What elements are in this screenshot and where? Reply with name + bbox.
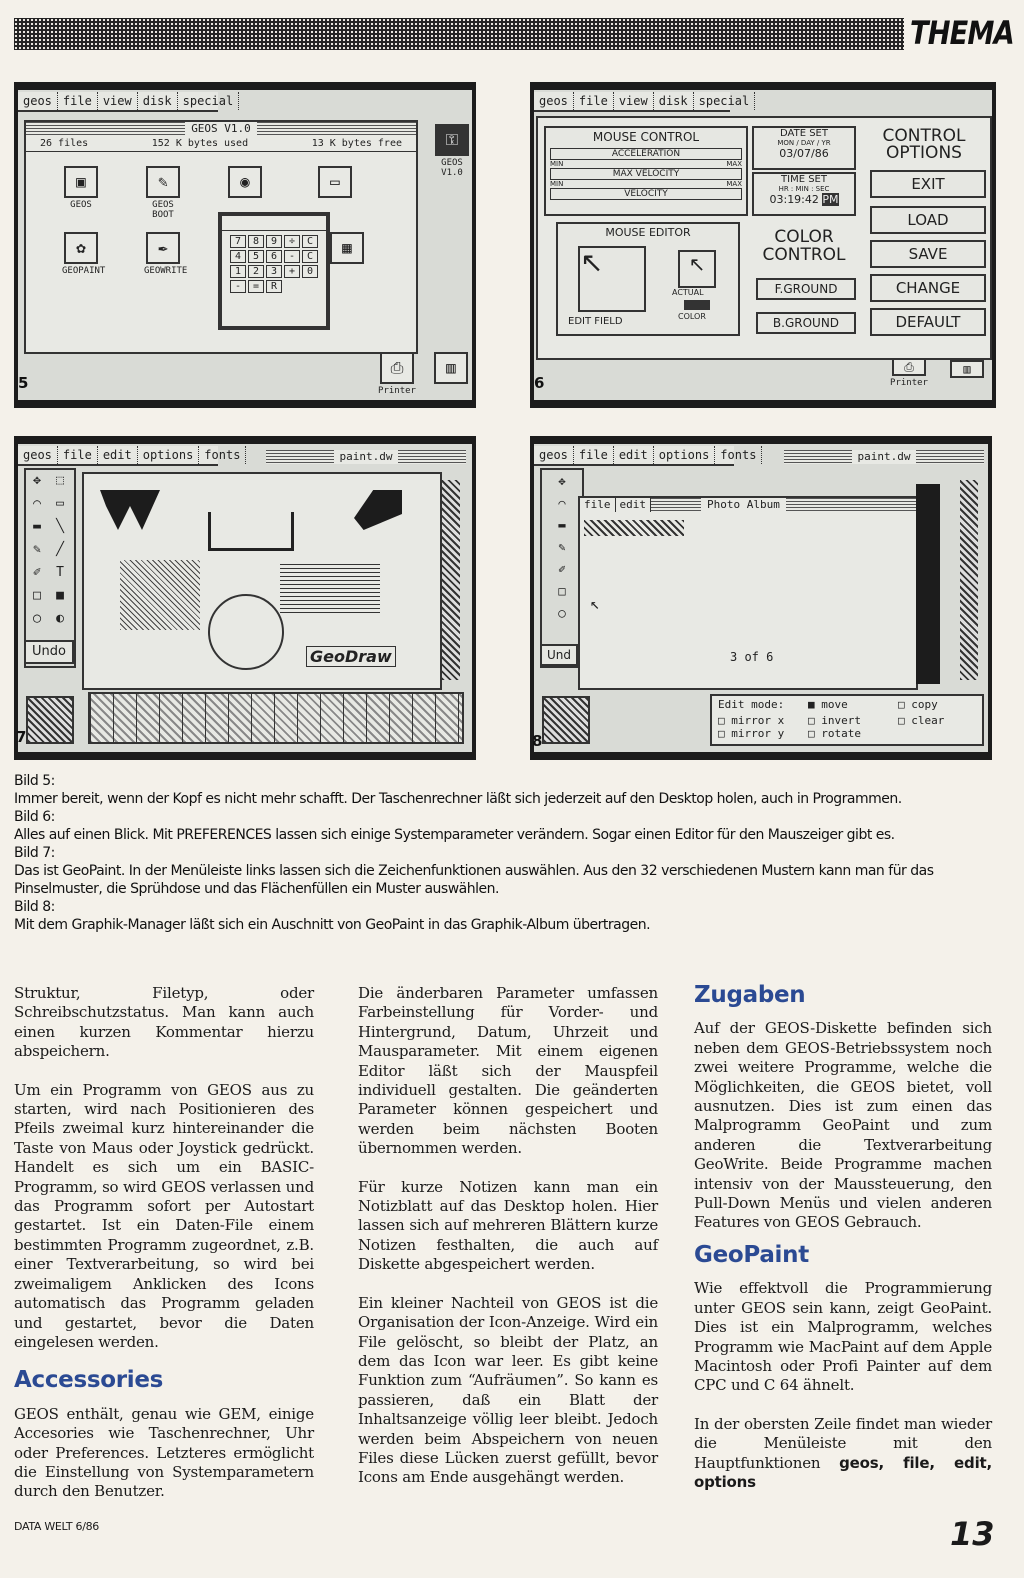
ellipse-tool-icon[interactable]: ◯	[558, 606, 566, 620]
date-set-panel: DATE SET MON / DAY / YR 03/07/86	[752, 126, 856, 170]
menu-bar	[534, 92, 750, 112]
move-tool-icon[interactable]: ✥	[33, 473, 41, 488]
trash-can-icon: ▥	[950, 360, 984, 378]
time-field[interactable]: 03:19:42	[769, 193, 819, 206]
circle-shape	[208, 594, 284, 670]
figure-captions	[14, 772, 1014, 934]
move-tool-icon[interactable]: ✥	[558, 474, 566, 488]
geopaint-screen	[18, 444, 472, 752]
menu-special[interactable]: special	[694, 92, 756, 110]
figure-8	[530, 436, 992, 760]
acceleration-slider[interactable]: ACCELERATION	[550, 148, 742, 160]
time-set-panel: TIME SET HR : MIN : SEC 03:19:42 PM	[752, 172, 856, 216]
calc-key[interactable]: 4	[230, 250, 246, 263]
menu-functions: geos, file, edit, options	[694, 1453, 992, 1491]
edit-field-grid[interactable]: ↖	[578, 246, 646, 312]
files-count: 26 files	[40, 138, 89, 149]
menu-file[interactable]: file	[58, 446, 98, 464]
bytes-free: 13 K bytes free	[311, 138, 402, 149]
section-label: THEMA	[910, 14, 1014, 52]
save-button[interactable]: SAVE	[870, 240, 986, 268]
monitor-file-icon[interactable]	[316, 166, 354, 200]
menu-edit[interactable]: edit	[98, 446, 138, 464]
background-block	[916, 484, 940, 684]
figure-5	[14, 82, 476, 408]
grid-file-icon[interactable]	[328, 232, 366, 266]
bytes-used: 152 K bytes used	[151, 138, 249, 149]
rect-select-icon[interactable]: ▭	[56, 496, 64, 511]
menu-options[interactable]: options	[654, 446, 716, 464]
undo-button[interactable]: Und	[540, 644, 578, 666]
scrollbar[interactable]	[442, 480, 460, 680]
calc-key[interactable]: 3	[266, 265, 282, 278]
brush-tool-icon[interactable]: ╱	[56, 542, 64, 557]
paragraph: Die änderbaren Parameter umfassen Farbeinstellung für Vorder- und Hintergrund, Datum, Uhrzeit und Mausparameter. Mit einem eigenen Editor läßt sich der Mauspfeil individuell gestalten. Die geänderten Parameter können gespeichert und werden beim nächsten Booten übernommen werden.	[358, 984, 658, 1158]
quill-icon: ✒	[146, 232, 180, 264]
load-button[interactable]: LOAD	[870, 206, 986, 234]
geos-desktop-screen	[18, 90, 472, 400]
rectangle-tool-icon[interactable]: □	[33, 588, 41, 603]
caption-label: Bild 6:	[14, 809, 55, 825]
undo-button[interactable]: Undo	[24, 640, 74, 664]
article-column-2	[358, 984, 658, 1507]
date-field[interactable]: 03/07/86	[779, 147, 829, 160]
printer-glyph-icon: ⎙	[380, 352, 414, 384]
preferences-window	[536, 116, 992, 360]
cursor-arrow-icon: ↖	[590, 594, 600, 613]
spray-tool-icon[interactable]: ✐	[558, 562, 566, 576]
calculator-window[interactable]	[218, 212, 330, 330]
printer-icon[interactable]: ⎙ Printer	[374, 352, 420, 396]
article-column-3	[694, 978, 992, 1511]
calc-key[interactable]: C	[302, 250, 318, 263]
calc-key[interactable]: 6	[266, 250, 282, 263]
velocity-slider[interactable]: VELOCITY	[550, 188, 742, 200]
calc-key[interactable]: C	[302, 235, 318, 248]
paragraph: Wie effektvoll die Programmierung unter GEOS sein kann, zeigt GeoPaint. Dies ist ein Malprogramm, welches Programm wie MacPaint auf dem Apple Macintosh oder Profi Painter auf dem CPC und C 64 ähnelt.	[694, 1279, 992, 1395]
caption-text: Alles auf einen Blick. Mit PREFERENCES lassen sich einige Systemparameter verändern. Sogar einen Editor für den Mauszeiger gibt es.	[14, 827, 895, 843]
filled-rect-tool-icon[interactable]: ■	[56, 588, 64, 603]
default-button[interactable]: DEFAULT	[870, 308, 986, 336]
window-titlebar[interactable]: GEOS V1.0	[26, 122, 416, 136]
geos-file-icon[interactable]: ▣ GEOS	[62, 166, 100, 210]
figure-7	[14, 436, 476, 760]
figure-number: 8	[532, 732, 543, 750]
pencil-tool-icon[interactable]: ✎	[33, 542, 41, 557]
album-menu-edit[interactable]: edit	[616, 498, 652, 512]
rectangle-tool-icon[interactable]: □	[558, 584, 566, 598]
paragraph: Ein kleiner Nachteil von GEOS ist die Organisation der Icon-Anzeige. Wird ein File gelöscht, so bleibt der Platz, an dem das Icon war leer. Es gibt keine Funktion zum “Aufräumen”. So kann es passieren, daß ein Blatt der Inhaltsanzeige völlig leer bleibt. Jedoch werden beim Abspeichern von neuen Files diese Lücken zuerst gefüllt, bevor Icons am Ende ausgehängt werden.	[358, 1293, 658, 1487]
caption-label: Bild 7:	[14, 845, 55, 861]
exit-button[interactable]: EXIT	[870, 170, 986, 198]
trash-icon[interactable]	[948, 360, 986, 380]
mirror-y-option[interactable]: □ mirror y	[718, 727, 785, 740]
menu-geos[interactable]: geos	[534, 446, 574, 464]
menu-view[interactable]: view	[614, 92, 654, 110]
drawing-canvas[interactable]	[82, 472, 442, 690]
paragraph: Für kurze Notizen kann man ein Notizblatt auf das Desktop holen. Hier lassen sich auf mehreren Blättern kurze Notizen festhalten, die auch auf Diskette abgespeichert werden.	[358, 1177, 658, 1274]
trash-icon[interactable]	[432, 352, 470, 386]
heading-zugaben: Zugaben	[694, 982, 806, 1008]
menu-disk[interactable]: disk	[138, 92, 178, 110]
calc-key[interactable]: 7	[230, 235, 246, 248]
figure-number: 6	[534, 374, 545, 392]
rotate-option[interactable]: □ rotate	[808, 727, 861, 740]
background-button[interactable]: B.GROUND	[756, 312, 856, 334]
calc-key[interactable]: +	[284, 265, 300, 278]
selected-pattern[interactable]	[26, 696, 74, 744]
geopaint-file-icon[interactable]: ✿ GEOPAINT	[62, 232, 100, 276]
fill-tool-icon[interactable]: ◐	[56, 611, 64, 626]
mirror-x-option[interactable]: □ mirror x	[718, 714, 785, 727]
caption-text: Das ist GeoPaint. In der Menüleiste links lassen sich die Zeichenfunktionen auswählen. Aus den 32 verschiedenen Mustern kann man für das Pinselmuster, die Sprühdose und das Flächenfüllen ein Muster auswählen.	[14, 863, 934, 897]
calc-key[interactable]: 5	[248, 250, 264, 263]
grid-icon: ▦	[330, 232, 364, 264]
edit-mode-panel: Edit mode: ■ move □ copy □ mirror x □ invert □ clear □ mirror y □ rotate	[710, 694, 984, 746]
color-control-title: COLOR CONTROL	[762, 227, 846, 265]
ampm-toggle[interactable]: PM	[822, 193, 839, 206]
invert-option[interactable]: □ invert	[808, 714, 861, 727]
calc-key[interactable]: 0	[302, 265, 318, 278]
figure-number: 7	[16, 728, 27, 746]
mouse-editor-panel: MOUSE EDITOR ↖ ↖ ACTUAL COLOR EDIT FIELD	[556, 222, 740, 336]
paragraph: Um ein Programm von GEOS aus zu starten, wird nach Positionieren des Pfeils zweimal kurz hintereinander die Taste von Maus oder Joystick gedrückt. Handelt es sich um ein BASIC-Programm, so wird GEOS verlassen und das Programm sofort per Autostart gestartet. Ist ein Daten-File einem bestimmten Programm zugeordnet, z.B. einer Textverarbeitung, so wird bei zweimaligem Anklicken des Icons automatisch das Programm geladen und gestartet, bevor die Daten eingelesen werden.	[14, 1080, 314, 1351]
figure-number: 5	[18, 374, 29, 392]
ruler-tool-icon[interactable]: ▬	[33, 519, 41, 534]
arrow-shape	[354, 490, 402, 530]
striped-box-shape	[280, 564, 380, 614]
ruler-tool-icon[interactable]: ▬	[558, 518, 566, 532]
menu-fonts[interactable]: fonts	[715, 446, 762, 464]
preferences-screen	[534, 90, 992, 400]
menu-geos[interactable]: geos	[18, 446, 58, 464]
calc-key[interactable]: 2	[248, 265, 264, 278]
pencil-tool-icon[interactable]: ✎	[558, 540, 566, 554]
menu-file[interactable]: file	[574, 446, 614, 464]
disk-window	[24, 120, 418, 354]
calc-key[interactable]: 1	[230, 265, 246, 278]
album-scrap-preview	[584, 520, 684, 536]
caption-text: Immer bereit, wenn der Kopf es nicht mehr schafft. Der Taschenrechner läßt sich jederzeit auf den Desktop holen, auch in Programmen.	[14, 791, 902, 807]
actual-cursor-preview: ↖	[678, 250, 716, 288]
select-tool-icon[interactable]: ⬚	[56, 473, 64, 488]
calc-key[interactable]: 8	[248, 235, 264, 248]
menu-view[interactable]: view	[98, 92, 138, 110]
geos-disk-side-icon[interactable]: ⚿ GEOS V1.0	[430, 124, 472, 178]
photo-album-window	[578, 496, 918, 690]
selected-pattern[interactable]	[542, 696, 590, 744]
cube-shape	[120, 560, 200, 630]
caption-text: Mit dem Graphik-Manager läßt sich ein Auschnitt von GeoPaint in das Graphik-Album übertragen.	[14, 917, 651, 933]
max-velocity-slider[interactable]: MAX VELOCITY	[550, 168, 742, 180]
move-option[interactable]: ■ move	[808, 698, 848, 711]
paragraph: Struktur, Filetyp, oder Schreibschutzstatus. Man kann auch einen kurzen Kommentar hierzu abspeichern.	[14, 984, 314, 1061]
menu-bar	[18, 446, 241, 466]
line-tool-icon[interactable]: ╲	[56, 519, 64, 534]
disk-icon: ⚿	[435, 124, 469, 156]
ellipse-tool-icon[interactable]: ◯	[33, 611, 41, 626]
menu-bar	[18, 92, 234, 112]
paragraph: GEOS enthält, genau wie GEM, einige Accesories wie Taschenrechner, Uhr oder Preferences. Letzteres ermöglicht die Einstellung von Systemparametern durch den Benutzer.	[14, 1404, 314, 1501]
calc-key[interactable]: 9	[266, 235, 282, 248]
clear-option[interactable]: □ clear	[898, 714, 945, 727]
lasso-tool-icon[interactable]: ⌒	[558, 496, 566, 510]
menu-disk[interactable]: disk	[654, 92, 694, 110]
calc-key[interactable]: -	[284, 250, 300, 263]
globe-file-icon[interactable]	[226, 166, 264, 200]
scrollbar[interactable]	[960, 480, 978, 680]
foreground-button[interactable]: F.GROUND	[756, 278, 856, 300]
magazine-issue: DATA WELT 6/86	[14, 1520, 99, 1533]
printer-glyph-icon: ⎙	[892, 358, 926, 376]
calc-key[interactable]: -	[230, 280, 246, 293]
boot-icon: ✎	[146, 166, 180, 198]
control-options-title: CONTROL OPTIONS	[882, 126, 966, 163]
document-titlebar[interactable]: paint.dw	[784, 450, 984, 464]
article-column-1	[14, 984, 314, 1521]
printer-icon[interactable]: ⎙ Printer	[890, 360, 928, 388]
photo-album-screen	[534, 444, 988, 752]
spray-tool-icon[interactable]: ✐	[33, 565, 41, 580]
menu-geos[interactable]: geos	[534, 92, 574, 110]
globe-icon: ◉	[228, 166, 262, 198]
text-tool-icon[interactable]: T	[56, 565, 64, 580]
trash-can-icon: ▥	[434, 352, 468, 384]
lasso-tool-icon[interactable]: ⌒	[33, 496, 41, 511]
change-button[interactable]: CHANGE	[870, 274, 986, 302]
paragraph: Auf der GEOS-Diskette befinden sich neben dem GEOS-Betriebssystem noch zwei weitere Programme, welche die Möglichkeiten, die GEOS bietet, voll ausnutzen. Dies ist zum einen das Malprogramm GeoPaint und zum anderen die Textverarbeitung GeoWrite. Beide Programme machen intensiv von der Maussteuerung, den Pull-Down Menüs und vielen anderen Features von GEOS Gebrauch.	[694, 1019, 992, 1232]
album-menu-file[interactable]: file	[580, 498, 616, 512]
menu-file[interactable]: file	[58, 92, 98, 110]
mouse-control-panel: MOUSE CONTROL ACCELERATION MIN MAX MAX VELOCITY MIN MAX VELOCITY	[544, 126, 748, 216]
page-indicator: 3 of 6	[730, 650, 774, 664]
figure-6	[530, 82, 996, 408]
copy-option[interactable]: □ copy	[898, 698, 938, 711]
calc-key[interactable]: =	[248, 280, 264, 293]
monitor-icon: ▭	[318, 166, 352, 198]
disk-icon: ▣	[64, 166, 98, 198]
menu-file[interactable]: file	[574, 92, 614, 110]
calc-key[interactable]: R	[266, 280, 282, 293]
calc-key[interactable]: ÷	[284, 235, 300, 248]
menu-edit[interactable]: edit	[614, 446, 654, 464]
geowrite-file-icon[interactable]: ✒ GEOWRITE	[144, 232, 182, 276]
menu-special[interactable]: special	[178, 92, 240, 110]
caption-label: Bild 5:	[14, 773, 55, 789]
tool-palette	[24, 468, 76, 668]
pattern-palette[interactable]	[88, 692, 464, 744]
color-swatch	[684, 300, 710, 310]
geos-boot-file-icon[interactable]: ✎ GEOS BOOT	[144, 166, 182, 220]
menu-options[interactable]: options	[138, 446, 200, 464]
bracket-shape	[208, 512, 294, 551]
geodraw-logo: GeoDraw	[306, 646, 396, 667]
menu-fonts[interactable]: fonts	[199, 446, 246, 464]
black-shape	[100, 490, 160, 530]
header-dotted-bar	[14, 18, 904, 50]
menu-geos[interactable]: geos	[18, 92, 58, 110]
caption-label: Bild 8:	[14, 899, 55, 915]
palette-icon: ✿	[64, 232, 98, 264]
page-number: 13	[950, 1515, 995, 1553]
paragraph: In der obersten Zeile findet man wieder die Menüleiste mit den Hauptfunktionen geos, file, edit, options	[694, 1414, 992, 1491]
heading-accessories: Accessories	[14, 1367, 164, 1394]
album-title: Photo Album	[701, 498, 786, 512]
document-titlebar[interactable]: paint.dw	[266, 450, 466, 464]
heading-geopaint: GeoPaint	[694, 1241, 809, 1268]
menu-bar	[534, 446, 757, 466]
mouse-control-title: MOUSE CONTROL	[592, 130, 700, 144]
